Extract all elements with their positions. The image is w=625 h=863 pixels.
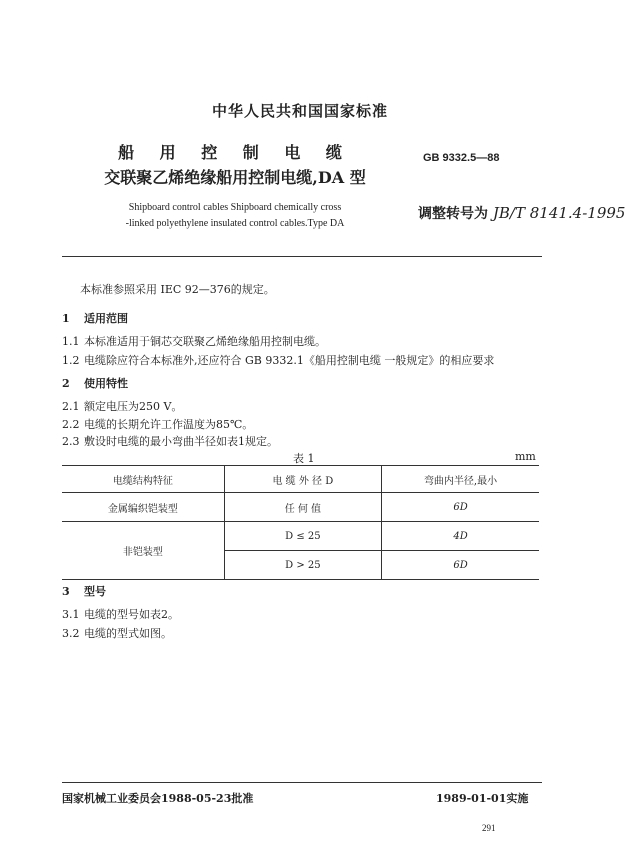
- table-cell: D > 25: [224, 551, 381, 580]
- table-row: [62, 522, 539, 551]
- document-title-line2: 交联聚乙烯绝缘船用控制电缆,DA 型: [104, 168, 366, 187]
- table-cell: 4D: [382, 522, 539, 551]
- clause-2-3: 2.3 敷设时电缆的最小弯曲半径如表1规定。: [62, 435, 278, 448]
- table-unit: mm: [515, 450, 536, 463]
- adjusted-number-note: [418, 203, 625, 223]
- table-header-cell: 电 缆 外 径 D: [224, 466, 381, 493]
- approval-date: 国家机械工业委员会1988-05-23批准: [62, 792, 254, 805]
- table-cell: 非铠装型: [62, 522, 224, 580]
- english-title-line1: Shipboard control cables Shipboard chemically cross: [128, 202, 342, 213]
- table-caption: 表 1: [293, 452, 315, 465]
- clause-3-2: 3.2 电缆的型式如图。: [62, 627, 172, 640]
- intro-paragraph: 本标准参照采用 IEC 92—376的规定。: [80, 283, 275, 296]
- clause-1-1: 1.1 本标准适用于铜芯交联聚乙烯绝缘船用控制电缆。: [62, 335, 326, 348]
- header-divider: [62, 256, 542, 257]
- table-header-cell: 弯曲内半径,最小: [382, 466, 539, 493]
- section-1-heading: 1 适用范围: [62, 312, 128, 325]
- clause-2-1: 2.1 额定电压为250 V。: [62, 400, 183, 413]
- handwritten-number: JB/T 8141.4-1995: [492, 204, 625, 222]
- table-cell: D ≤ 25: [224, 522, 381, 551]
- bending-radius-table: [62, 465, 539, 580]
- table-cell: 6D: [382, 551, 539, 580]
- adjusted-label: 调整转号为: [418, 206, 488, 222]
- clause-1-2: 1.2 电缆除应符合本标准外,还应符合 GB 9332.1《船用控制电缆 一般规定》的相应要求: [62, 354, 495, 367]
- section-3-heading: 3 型号: [62, 585, 106, 598]
- table-header-cell: 电缆结构特征: [62, 466, 224, 493]
- section-2-heading: 2 使用特性: [62, 377, 128, 390]
- standard-number: GB 9332.5—88: [423, 152, 500, 164]
- page-number: 291: [482, 823, 496, 833]
- clause-3-1: 3.1 电缆的型号如表2。: [62, 608, 179, 621]
- english-title-line2: -linked polyethylene insulated control cables.Type DA: [125, 218, 345, 229]
- table-cell: 任 何 值: [224, 493, 381, 522]
- clause-2-2: 2.2 电缆的长期允许工作温度为85℃。: [62, 418, 254, 431]
- table-row: [62, 493, 539, 522]
- table-cell: 金属编织铠装型: [62, 493, 224, 522]
- national-standard-title: 中华人民共和国国家标准: [211, 102, 388, 120]
- footer-divider: [62, 782, 542, 783]
- document-title-line1: 船 用 控 制 电 缆: [118, 143, 352, 162]
- implementation-date: 1989-01-01实施: [436, 792, 529, 805]
- table-cell: 6D: [382, 493, 539, 522]
- table-header-row: [62, 466, 539, 493]
